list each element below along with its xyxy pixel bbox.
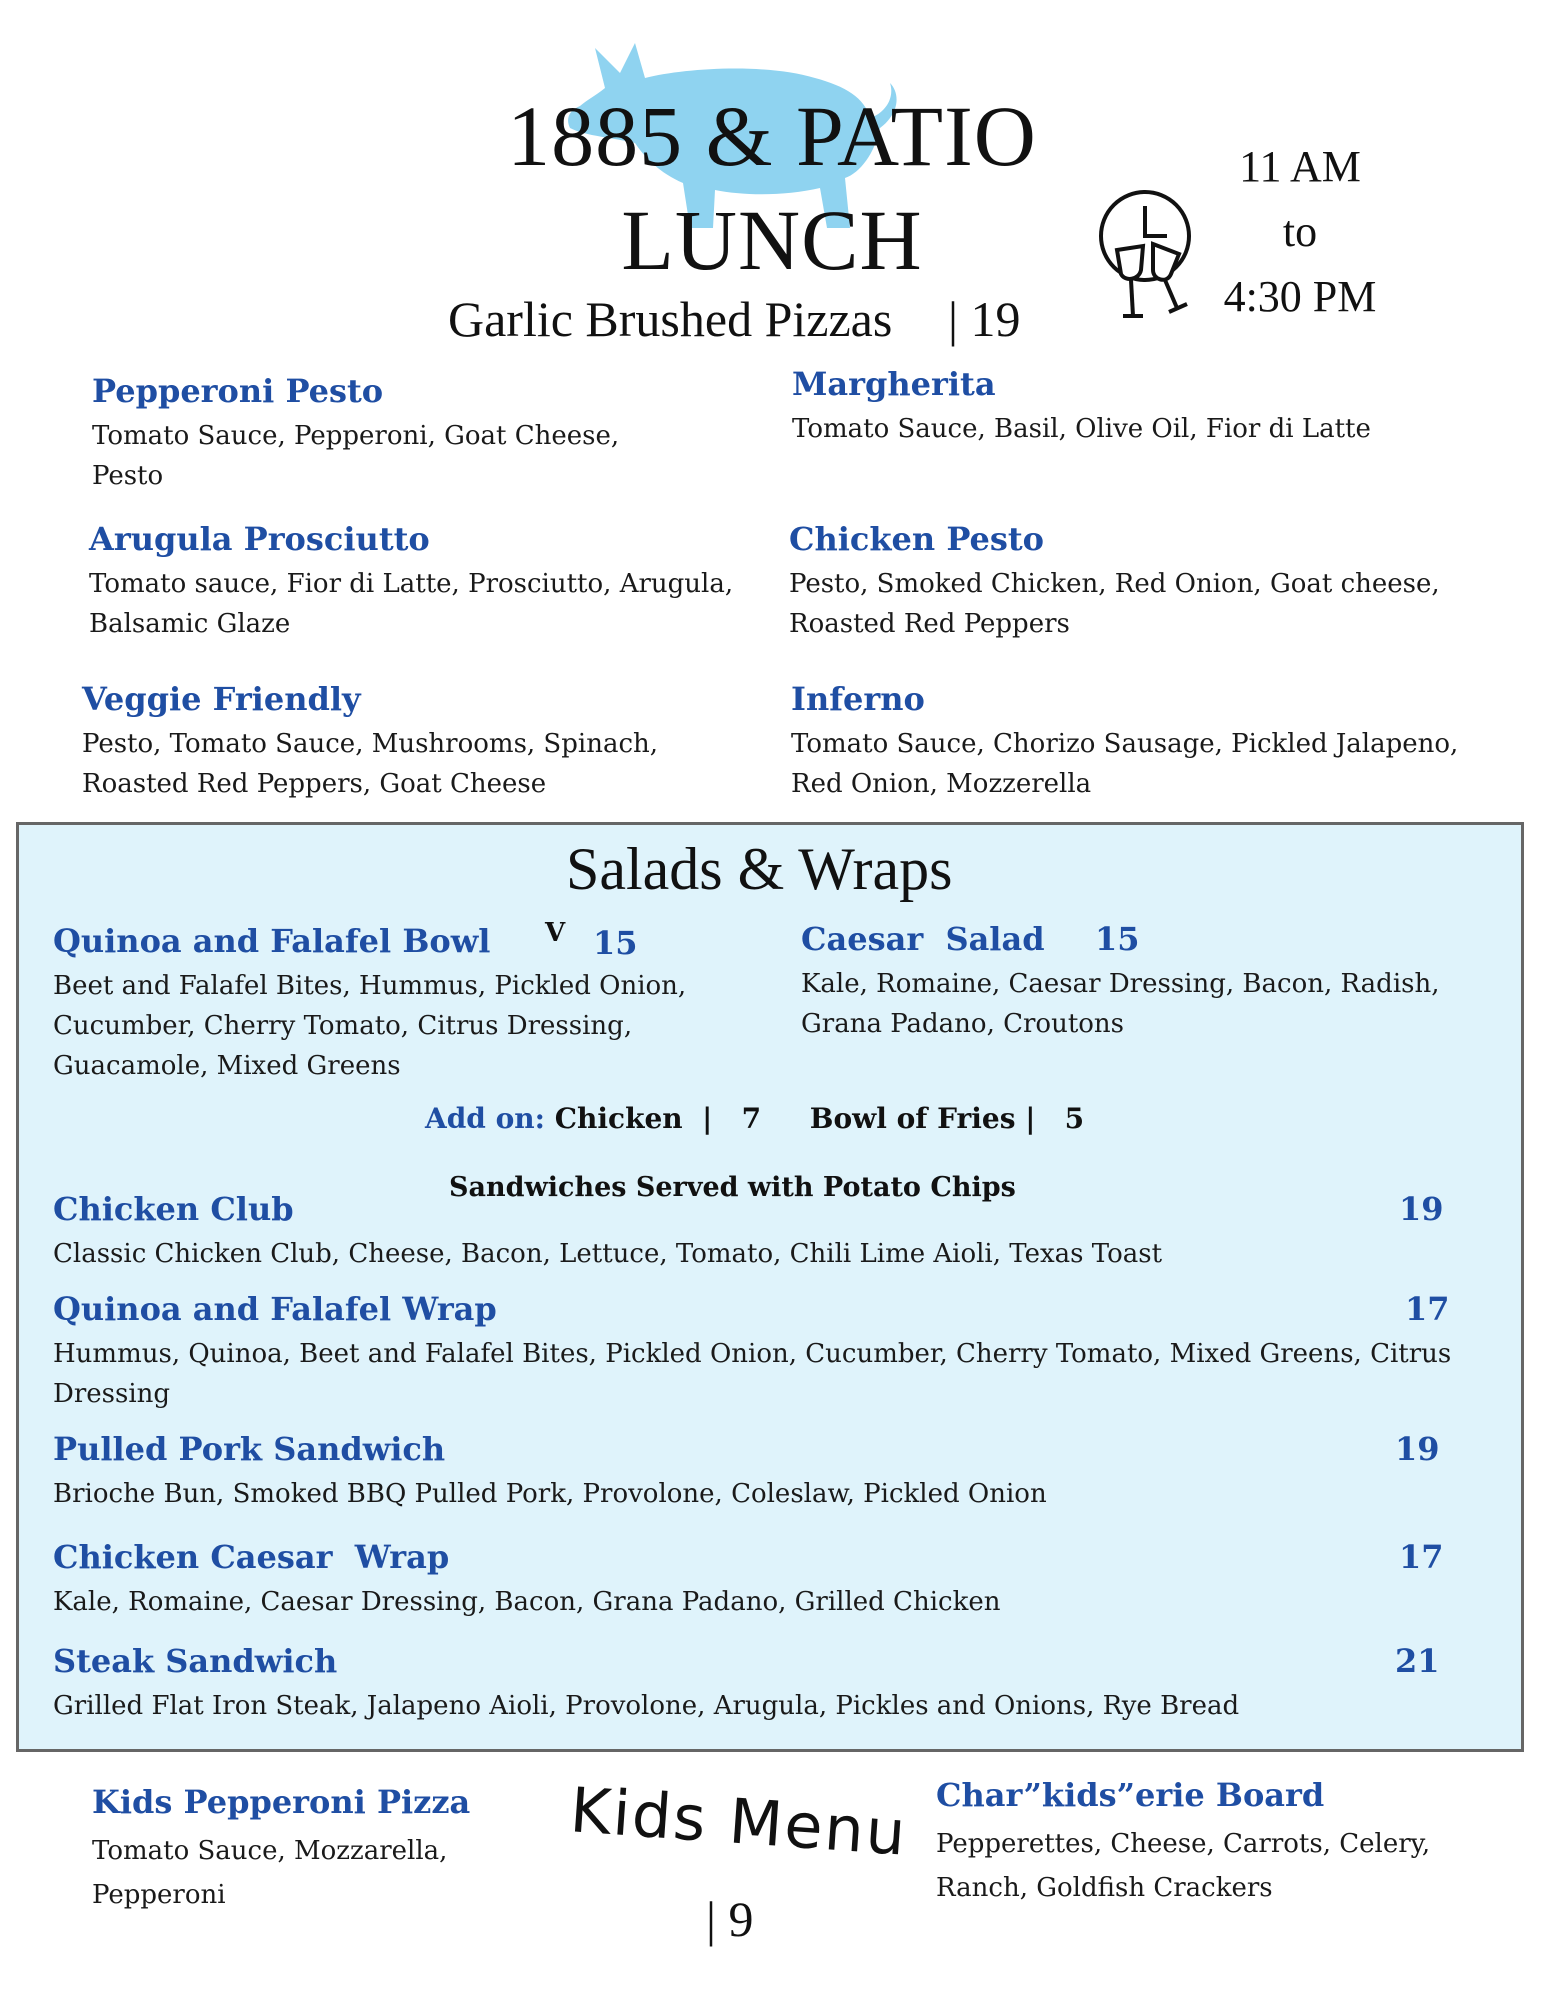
pizza-item [89, 520, 769, 644]
pizza-item [792, 365, 1492, 449]
salad-price: 15 [1095, 920, 1140, 958]
sandwich-price: 19 [1395, 1430, 1440, 1468]
sandwich-desc: Classic Chicken Club, Cheese, Bacon, Lettuce, Tomato, Chili Lime Aioli, Texas Toast [53, 1239, 1163, 1269]
pizza-name: Margherita [792, 365, 996, 403]
salad-desc: Beet and Falafel Bites, Hummus, Pickled Onion, Cucumber, Cherry Tomato, Citrus Dressing, Guacamole, Mixed Greens [53, 971, 687, 1081]
hours-end: 4:30 PM [1223, 272, 1377, 321]
kids-item-name: Kids Pepperoni Pizza [92, 1783, 471, 1821]
sandwich-price: 21 [1395, 1642, 1440, 1680]
sandwich-item [53, 1290, 1473, 1414]
sandwich-name: Chicken Club [53, 1190, 294, 1228]
kids-item-desc: Pepperettes, Cheese, Carrots, Celery, Ranch, Goldfish Crackers [936, 1829, 1431, 1903]
pizza-desc: Tomato Sauce, Pepperoni, Goat Cheese, Pesto [92, 421, 620, 491]
sandwich-desc: Brioche Bun, Smoked BBQ Pulled Pork, Provolone, Coleslaw, Pickled Onion [53, 1479, 1047, 1509]
pizza-section-price: | 19 [948, 291, 1021, 347]
menu-title-line2: LUNCH [621, 192, 923, 288]
sandwich-item [53, 1190, 1453, 1274]
pizza-item [789, 520, 1489, 644]
salad-price: 15 [593, 924, 638, 962]
add-on-options: Chicken | 7 Bowl of Fries | 5 [554, 1102, 1085, 1135]
add-on-line [425, 1102, 1084, 1135]
sandwich-item [53, 1642, 1453, 1726]
salad-name: Quinoa and Falafel Bowl [53, 922, 491, 960]
kids-menu-title: Kids Menu [567, 1773, 910, 1870]
kids-item [92, 1783, 552, 1917]
sandwich-desc: Grilled Flat Iron Steak, Jalapeno Aioli, Provolone, Arugula, Pickles and Onions, Rye Bread [53, 1691, 1240, 1721]
pizza-section-title: Garlic Brushed Pizzas [448, 291, 893, 347]
kids-menu-price: | 9 [706, 1891, 754, 1947]
salad-name: Caesar Salad [801, 920, 1045, 958]
pizza-name: Chicken Pesto [789, 520, 1045, 558]
pizza-name: Pepperoni Pesto [92, 372, 384, 410]
hours-to: to [1282, 207, 1318, 256]
pizza-name: Arugula Prosciutto [89, 520, 430, 558]
sandwich-name: Steak Sandwich [53, 1642, 338, 1680]
pizza-desc: Tomato sauce, Fior di Latte, Prosciutto, Arugula, Balsamic Glaze [89, 569, 734, 639]
sandwich-name: Chicken Caesar Wrap [53, 1538, 450, 1576]
sandwich-price: 17 [1405, 1290, 1450, 1328]
pizza-item [791, 680, 1511, 804]
pizza-name: Inferno [791, 680, 925, 718]
sandwich-price: 19 [1399, 1190, 1444, 1228]
sandwich-desc: Hummus, Quinoa, Beet and Falafel Bites, Pickled Onion, Cucumber, Cherry Tomato, Mixed Greens, Citrus Dressing [53, 1339, 1452, 1409]
menu-title-line1: 1885 & PATIO [507, 88, 1037, 184]
kids-item-desc: Tomato Sauce, Mozzarella, Pepperoni [92, 1836, 448, 1910]
clock-wineglass-icon [1095, 188, 1215, 328]
pizza-item [82, 680, 722, 804]
add-on-label: Add on: [425, 1102, 545, 1135]
salad-item [801, 920, 1501, 1044]
sandwich-name: Pulled Pork Sandwich [53, 1430, 446, 1468]
pizza-name: Veggie Friendly [82, 680, 361, 718]
vegetarian-tag: V [545, 918, 566, 948]
pizza-desc: Tomato Sauce, Chorizo Sausage, Pickled Jalapeno, Red Onion, Mozzerella [791, 729, 1459, 799]
salad-item [53, 918, 753, 1086]
pizza-desc: Tomato Sauce, Basil, Olive Oil, Fior di Latte [792, 414, 1371, 444]
kids-item-name: Char”kids”erie Board [936, 1776, 1325, 1814]
kids-item [936, 1776, 1516, 1910]
sandwich-price: 17 [1399, 1538, 1444, 1576]
hours-start: 11 AM [1239, 142, 1361, 191]
pizza-desc: Pesto, Smoked Chicken, Red Onion, Goat cheese, Roasted Red Peppers [789, 569, 1440, 639]
pizza-desc: Pesto, Tomato Sauce, Mushrooms, Spinach, Roasted Red Peppers, Goat Cheese [82, 729, 659, 799]
sandwich-item [53, 1538, 1453, 1622]
sandwich-item [53, 1430, 1453, 1514]
sandwich-desc: Kale, Romaine, Caesar Dressing, Bacon, Grana Padano, Grilled Chicken [53, 1587, 1001, 1617]
sandwich-name: Quinoa and Falafel Wrap [53, 1290, 497, 1328]
salad-desc: Kale, Romaine, Caesar Dressing, Bacon, Radish, Grana Padano, Croutons [801, 969, 1440, 1039]
sandwich-note: Sandwiches Served with Potato Chips [449, 1172, 1016, 1203]
salads-section-title: Salads & Wraps [566, 836, 953, 902]
pizza-item [92, 372, 692, 496]
